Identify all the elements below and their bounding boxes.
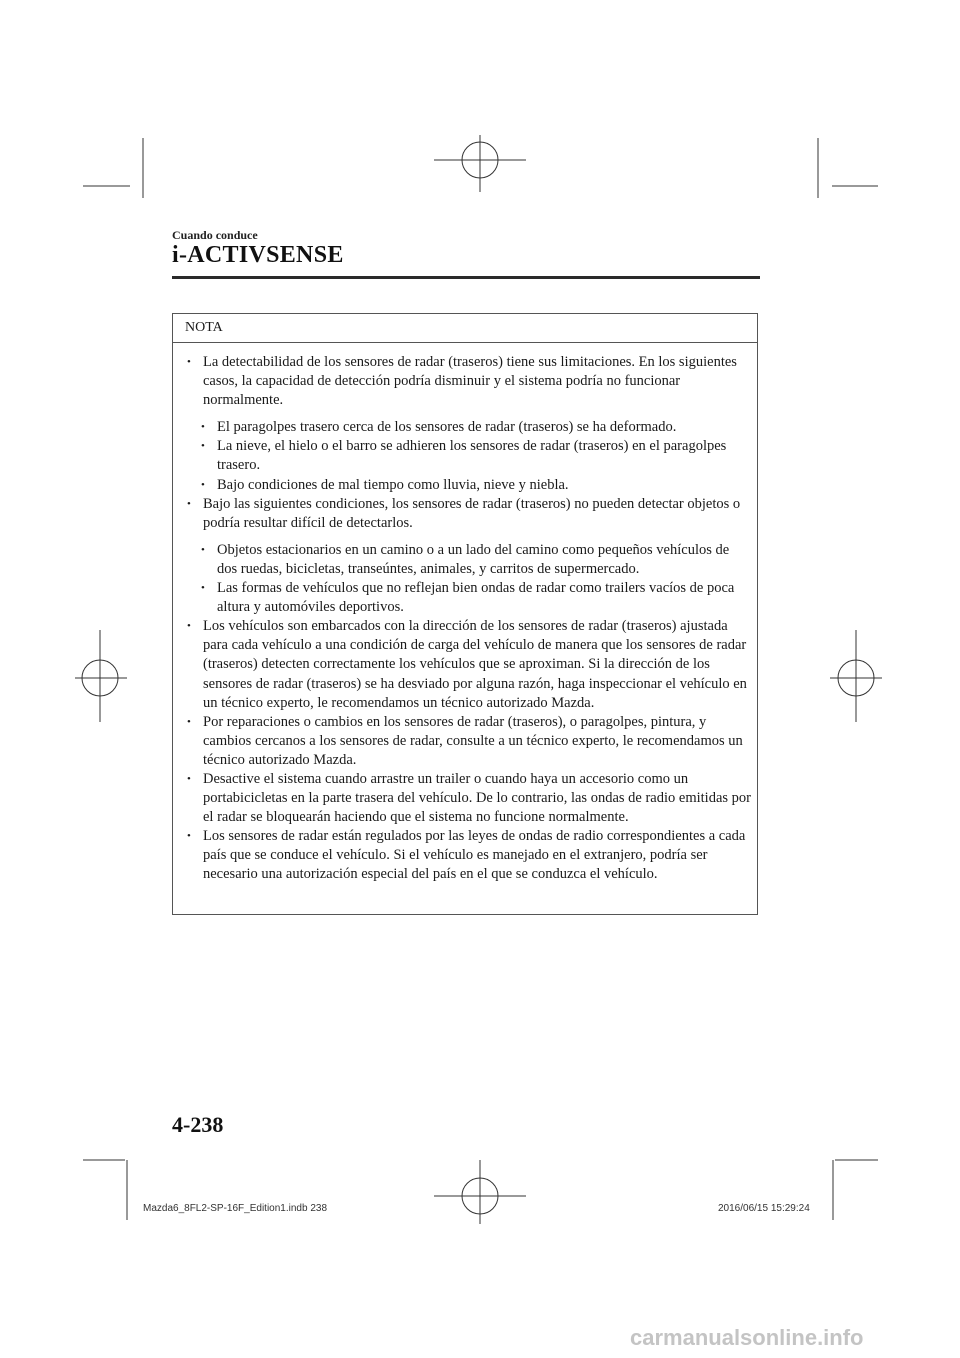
footer-file-info: Mazda6_8FL2-SP-16F_Edition1.indb 238 — [143, 1203, 328, 1214]
page-number: 4-238 — [172, 1112, 224, 1137]
note-item: • Bajo las siguientes condiciones, los sensores de radar (traseros) no pueden detectar objetos o podría resultar difícil de detectarlos. — [185, 495, 751, 533]
note-item: • Por reparaciones o cambios en los sensores de radar (traseros), o paragolpes, pintura, y cambios cercanos a los sensores de radar, consulte a un técnico experto, le recomendamos un técnico autorizado Mazda. — [185, 713, 751, 770]
note-item: • La detectabilidad de los sensores de radar (traseros) tiene sus limitaciones. En los siguientes casos, la capacidad de detección podría disminuir y el sistema podría no funcionar normalmente. — [185, 353, 751, 410]
note-box — [172, 313, 758, 915]
note-body — [173, 343, 757, 885]
note-item: • Los vehículos son embarcados con la dirección de los sensores de radar (traseros) ajustada para cada vehículo a una condición de carga del vehículo de manera que los sensores de radar (traseros) detecten correctamente los vehículos que se aproximan. Si la dirección de los sensores de radar (traseros) se ha desviado por alguna razón, haga inspeccionar el vehículo en un técnico experto, le recomendamos un técnico autorizado Mazda. — [185, 617, 751, 712]
note-subitem: • La nieve, el hielo o el barro se adhieren los sensores de radar (traseros) en el paragolpes trasero. — [199, 437, 751, 475]
note-heading: NOTA — [173, 314, 757, 343]
title-rule — [172, 276, 760, 279]
note-item: • Los sensores de radar están regulados por las leyes de ondas de radio correspondientes a cada país que se conduce el vehículo. Si el vehículo es manejado en el extranjero, podría ser necesario una autorización especial del país en el que se conduzca el vehículo. — [185, 827, 751, 884]
section-label: Cuando conduce — [172, 228, 258, 242]
chapter-title: i-ACTIVSENSE — [172, 242, 344, 268]
watermark: carmanualsonline.info — [630, 1325, 864, 1350]
footer-timestamp: 2016/06/15 15:29:24 — [718, 1203, 810, 1214]
note-subitem: • Objetos estacionarios en un camino o a un lado del camino como pequeños vehículos de dos ruedas, bicicletas, transeúntes, animales, y carritos de supermercado. — [199, 541, 751, 579]
note-subitem: • Bajo condiciones de mal tiempo como lluvia, nieve y niebla. — [199, 476, 751, 495]
note-item: • Desactive el sistema cuando arrastre un trailer o cuando haya un accesorio como un portabicicletas en la parte trasera del vehículo. De lo contrario, las ondas de radio emitidas por el radar se bloquearán haciendo que el sistema no funcione normalmente. — [185, 770, 751, 827]
note-subitem: • El paragolpes trasero cerca de los sensores de radar (traseros) se ha deformado. — [199, 418, 751, 437]
note-subitem: • Las formas de vehículos que no reflejan bien ondas de radar como trailers vacíos de poca altura y automóviles deportivos. — [199, 579, 751, 617]
